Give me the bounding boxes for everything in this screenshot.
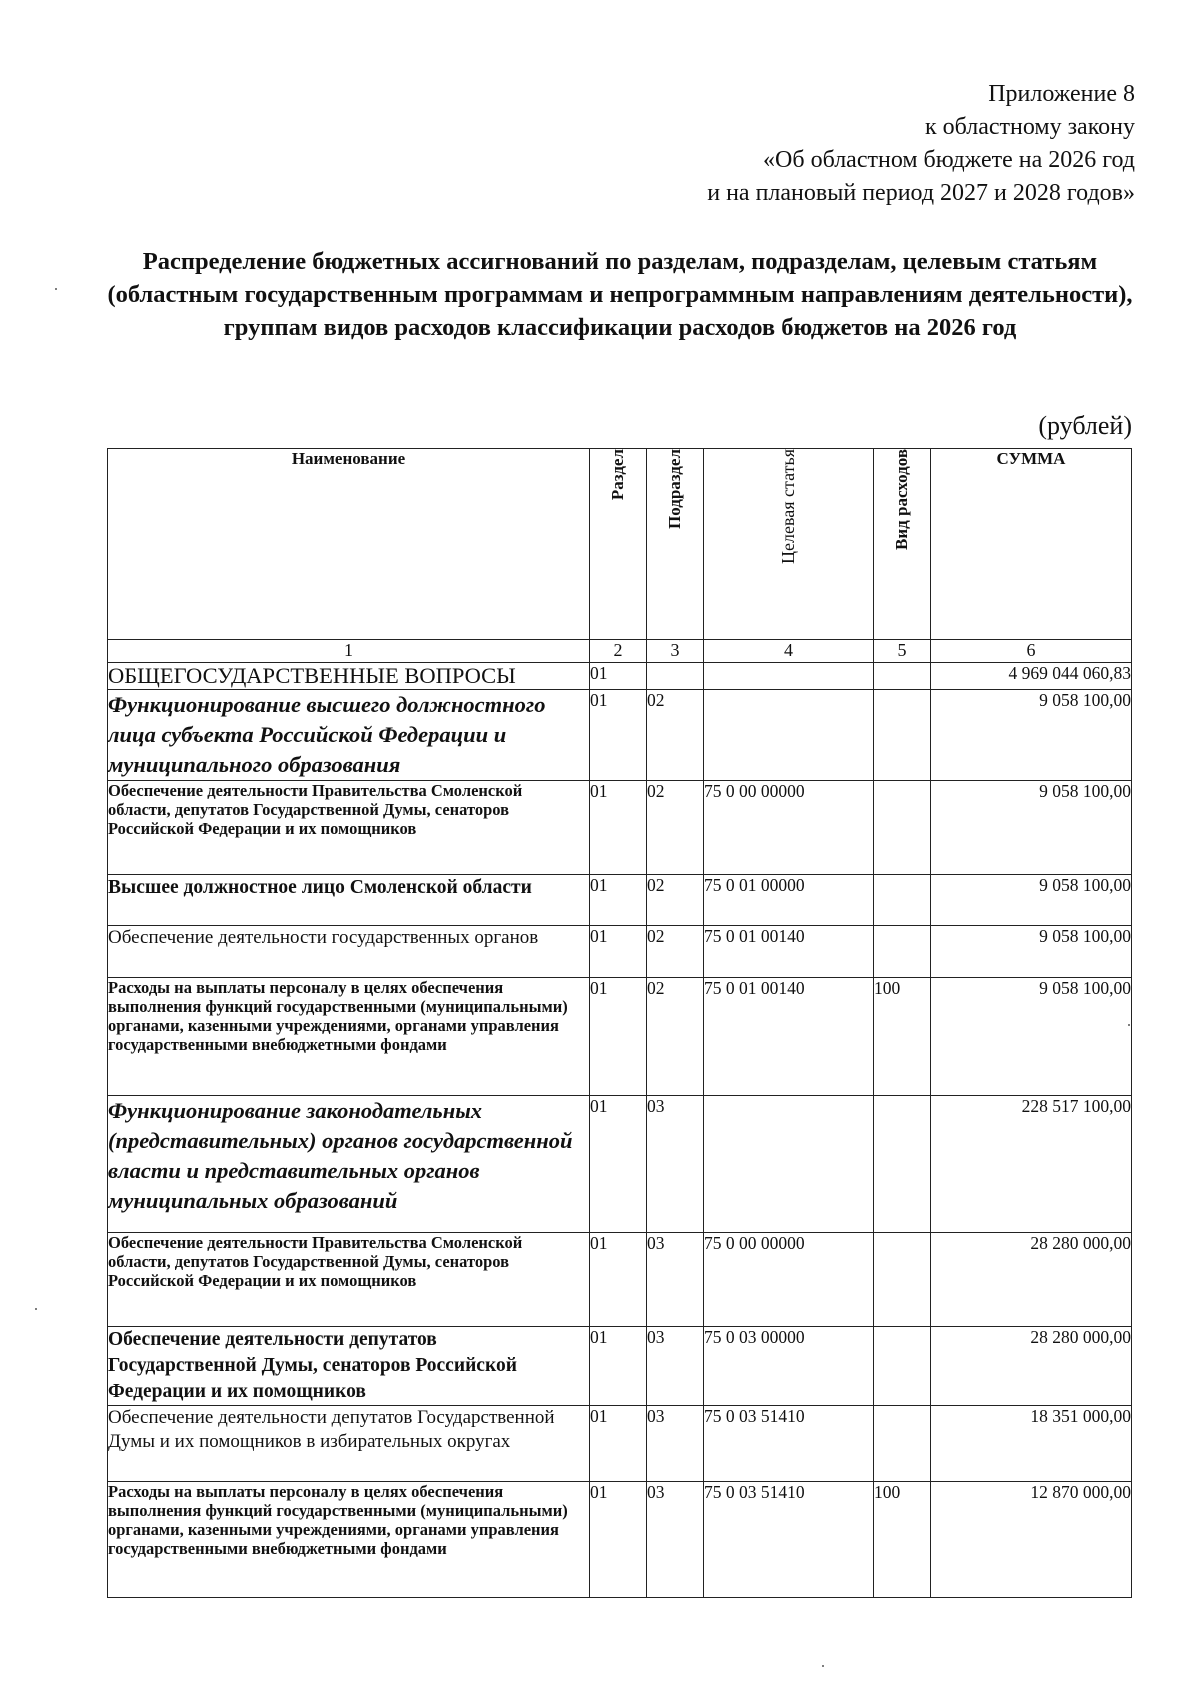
row-vid-raskhodov xyxy=(874,1096,931,1233)
table-row xyxy=(108,1406,1132,1482)
row-name: Обеспечение деятельности депутатов Государственной Думы и их помощников в избирательных округах xyxy=(108,1406,590,1482)
row-tselevaya-statya: 75 0 00 00000 xyxy=(704,781,874,875)
row-podrazdel: 03 xyxy=(647,1233,704,1327)
row-name: Обеспечение деятельности Правительства Смоленской области, депутатов Государственной Думы, сенаторов Российской Федерации и их помощников xyxy=(108,1233,590,1327)
appendix-line-1: Приложение 8 xyxy=(988,81,1135,107)
row-summa: 9 058 100,00 xyxy=(931,690,1132,781)
row-razdel: 01 xyxy=(590,926,647,978)
budget-table xyxy=(107,448,1132,1598)
units-label: (рублей) xyxy=(1038,411,1132,440)
row-summa: 12 870 000,00 xyxy=(931,1482,1132,1598)
row-vid-raskhodov: 100 xyxy=(874,1482,931,1598)
row-name: ОБЩЕГОСУДАРСТВЕННЫЕ ВОПРОСЫ xyxy=(108,663,590,690)
row-vid-raskhodov xyxy=(874,781,931,875)
row-name: Обеспечение деятельности Правительства Смоленской области, депутатов Государственной Думы, сенаторов Российской Федерации и их помощников xyxy=(108,781,590,875)
row-tselevaya-statya xyxy=(704,1096,874,1233)
row-razdel: 01 xyxy=(590,1233,647,1327)
table-row xyxy=(108,1096,1132,1233)
document-title: Распределение бюджетных ассигнований по разделам, подразделам, целевым статьям (областным государственным программам и непрограммным направлениям деятельности), группам видов расходов классификации расходов бюджетов на 2026 год xyxy=(107,248,1133,341)
row-podrazdel xyxy=(647,663,704,690)
row-podrazdel: 03 xyxy=(647,1482,704,1598)
col-number: 6 xyxy=(931,640,1132,663)
row-name: Функционирование законодательных (представительных) органов государственной власти и представительных органов муниципальных образований xyxy=(108,1096,590,1233)
row-name: Высшее должностное лицо Смоленской области xyxy=(108,875,590,926)
appendix-header xyxy=(707,78,1135,210)
col-number: 5 xyxy=(874,640,931,663)
row-summa: 18 351 000,00 xyxy=(931,1406,1132,1482)
row-vid-raskhodov xyxy=(874,875,931,926)
row-podrazdel: 03 xyxy=(647,1327,704,1406)
col-header-summa: СУММА xyxy=(931,449,1132,640)
appendix-line-4: и на плановый период 2027 и 2028 годов» xyxy=(707,180,1135,206)
scan-speck xyxy=(1128,1024,1130,1026)
row-summa: 228 517 100,00 xyxy=(931,1096,1132,1233)
table-row xyxy=(108,978,1132,1096)
table-row xyxy=(108,926,1132,978)
row-podrazdel: 02 xyxy=(647,926,704,978)
scan-speck xyxy=(822,1665,824,1667)
row-razdel: 01 xyxy=(590,1096,647,1233)
col-number: 1 xyxy=(108,640,590,663)
row-summa: 28 280 000,00 xyxy=(931,1327,1132,1406)
row-razdel: 01 xyxy=(590,663,647,690)
scan-speck xyxy=(55,288,57,290)
table-row xyxy=(108,663,1132,690)
row-razdel: 01 xyxy=(590,690,647,781)
row-name: Расходы на выплаты персоналу в целях обеспечения выполнения функций государственными (муниципальными) органами, казенными учреждениями, органами управления государственными внебюджетными фондами xyxy=(108,978,590,1096)
row-tselevaya-statya: 75 0 03 00000 xyxy=(704,1327,874,1406)
row-razdel: 01 xyxy=(590,875,647,926)
row-podrazdel: 03 xyxy=(647,1096,704,1233)
row-summa: 9 058 100,00 xyxy=(931,926,1132,978)
row-podrazdel: 02 xyxy=(647,875,704,926)
row-vid-raskhodov xyxy=(874,663,931,690)
row-vid-raskhodov: 100 xyxy=(874,978,931,1096)
col-number: 3 xyxy=(647,640,704,663)
row-summa: 28 280 000,00 xyxy=(931,1233,1132,1327)
col-header-razdel: Раздел xyxy=(590,449,647,640)
row-tselevaya-statya xyxy=(704,663,874,690)
row-tselevaya-statya: 75 0 03 51410 xyxy=(704,1406,874,1482)
scan-speck xyxy=(35,1308,37,1310)
row-podrazdel: 02 xyxy=(647,781,704,875)
row-tselevaya-statya: 75 0 01 00140 xyxy=(704,926,874,978)
col-header-vid-raskhodov: Вид расходов xyxy=(874,449,931,640)
col-header-podrazdel: Подраздел xyxy=(647,449,704,640)
row-summa: 4 969 044 060,83 xyxy=(931,663,1132,690)
row-vid-raskhodov xyxy=(874,1406,931,1482)
row-name: Расходы на выплаты персоналу в целях обеспечения выполнения функций государственными (муниципальными) органами, казенными учреждениями, органами управления государственными внебюджетными фондами xyxy=(108,1482,590,1598)
row-vid-raskhodov xyxy=(874,926,931,978)
row-vid-raskhodov xyxy=(874,690,931,781)
col-header-name: Наименование xyxy=(108,449,590,640)
row-podrazdel: 02 xyxy=(647,978,704,1096)
row-razdel: 01 xyxy=(590,781,647,875)
row-name: Обеспечение деятельности государственных органов xyxy=(108,926,590,978)
col-number: 4 xyxy=(704,640,874,663)
row-tselevaya-statya: 75 0 00 00000 xyxy=(704,1233,874,1327)
col-number: 2 xyxy=(590,640,647,663)
table-row xyxy=(108,1482,1132,1598)
appendix-line-3: «Об областном бюджете на 2026 год xyxy=(763,147,1135,173)
row-tselevaya-statya: 75 0 01 00000 xyxy=(704,875,874,926)
table-header-row xyxy=(108,449,1132,640)
row-summa: 9 058 100,00 xyxy=(931,875,1132,926)
col-header-tselevaya-statya: Целевая статья xyxy=(704,449,874,640)
row-name: Обеспечение деятельности депутатов Государственной Думы, сенаторов Российской Федерации и их помощников xyxy=(108,1327,590,1406)
row-razdel: 01 xyxy=(590,978,647,1096)
row-tselevaya-statya: 75 0 01 00140 xyxy=(704,978,874,1096)
table-row xyxy=(108,781,1132,875)
row-vid-raskhodov xyxy=(874,1327,931,1406)
row-podrazdel: 03 xyxy=(647,1406,704,1482)
row-name: Функционирование высшего должностного лица субъекта Российской Федерации и муниципального образования xyxy=(108,690,590,781)
row-tselevaya-statya xyxy=(704,690,874,781)
appendix-line-2: к областному закону xyxy=(924,114,1135,140)
row-razdel: 01 xyxy=(590,1482,647,1598)
column-number-row xyxy=(108,640,1132,663)
row-tselevaya-statya: 75 0 03 51410 xyxy=(704,1482,874,1598)
row-podrazdel: 02 xyxy=(647,690,704,781)
table-row xyxy=(108,875,1132,926)
row-vid-raskhodov xyxy=(874,1233,931,1327)
table-row xyxy=(108,1233,1132,1327)
row-razdel: 01 xyxy=(590,1327,647,1406)
table-row xyxy=(108,690,1132,781)
row-summa: 9 058 100,00 xyxy=(931,978,1132,1096)
row-razdel: 01 xyxy=(590,1406,647,1482)
table-row xyxy=(108,1327,1132,1406)
row-summa: 9 058 100,00 xyxy=(931,781,1132,875)
